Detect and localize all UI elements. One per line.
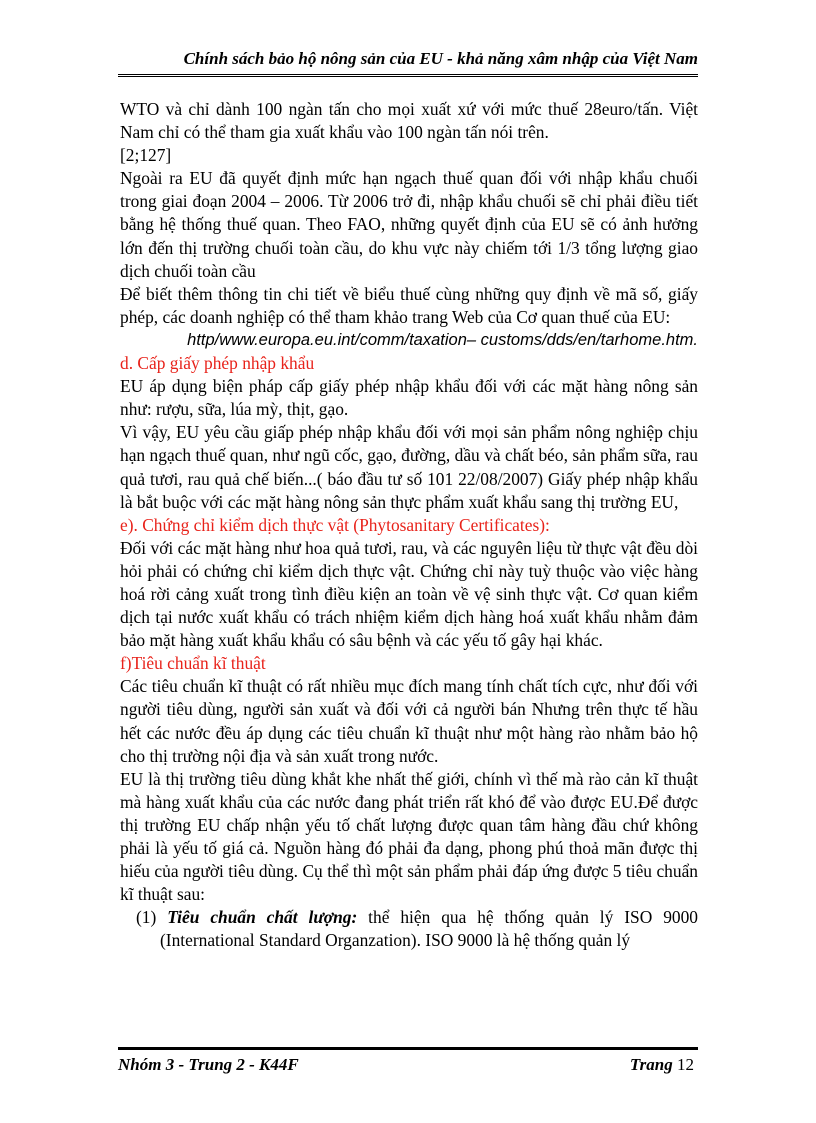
list-item-title: Tiêu chuẩn chất lượng: [167,907,358,928]
section-heading-e: e). Chứng chỉ kiểm dịch thực vật (Phytosanitary Certificates): [120,514,550,535]
list-item [120,906,698,952]
page-header [118,48,698,77]
list-item-text: thể hiện qua hệ thống quản lý ISO 9000 (International Standard Organzation). ISO 9000 là hệ thống quản lý [160,907,698,951]
page-label: Trang [629,1055,677,1074]
citation: [2;127] [120,145,172,166]
paragraph: WTO và chỉ dành 100 ngàn tấn cho mọi xuất xứ với mức thuế 28euro/tấn. Việt Nam chỉ có thể tham gia xuất khẩu vào 100 ngàn tấn nói trên. [120,99,698,143]
paragraph: EU áp dụng biện pháp cấp giấy phép nhập khẩu đối với các mặt hàng nông sản như: rượu, sữa, lúa mỳ, thịt, gạo. [120,376,698,420]
paragraph: Ngoài ra EU đã quyết định mức hạn ngạch thuế quan đối với nhập khẩu chuối trong giai đoạn 2004 – 2006. Từ 2006 trở đi, nhập khẩu chuối sẽ chỉ phải điều tiết bằng hệ thống thuế quan. Theo FAO, những quyết định của EU sẽ có ảnh hưởng lớn đến thị trường chuối toàn cầu, do khu vực này chiếm tới 1/3 tổng lượng giao dịch chuối toàn cầu [120,168,698,281]
page-number: 12 [677,1055,694,1074]
footer-page [630,1055,694,1075]
paragraph: Vì vậy, EU yêu cầu giấp phép nhập khẩu đối với mọi sản phẩm nông nghiệp chịu hạn ngạch thuế quan, như ngũ cốc, gạo, đường, dầu và chất béo, sản phẩm sữa, rau quả tươi, rau quả chế biến...( báo đầu tư số 101 22/08/2007) Giấy phép nhập khẩu là bắt buộc với các mặt hàng nông sản thực phẩm xuất khẩu sang thị trường EU, [120,422,698,512]
section-heading-f: f)Tiêu chuẩn kĩ thuật [120,653,266,674]
footer-group: Nhóm 3 - Trung 2 - K44F [118,1055,299,1074]
paragraph: Đối với các mặt hàng như hoa quả tươi, rau, và các nguyên liệu từ thực vật đều dòi hỏi phải có chứng chỉ kiểm dịch thực vật. Chứng chỉ này tuỳ thuộc vào việc hàng hoá rời cảng xuất trong tình điều kiện an toàn về vệ sinh thực vật. Cơ quan kiểm dịch tại nước xuất khẩu có trách nhiệm kiểm dịch hàng hoá xuất khẩu nhằm đảm bảo mặt hàng xuất khẩu khẩu có sâu bệnh và các yếu tố gây hại khác. [120,537,698,651]
header-title: Chính sách bảo hộ nông sản của EU - khả năng xâm nhập của Việt Nam [183,49,698,68]
page-footer [118,1047,698,1075]
page-content [120,98,698,952]
paragraph: Các tiêu chuẩn kĩ thuật có rất nhiều mục đích mang tính chất tích cực, như đối với người tiêu dùng, người sản xuất và đối với cả người bán Nhưng trên thực tế hầu hết các nước đều áp dụng các tiêu chuẩn kĩ thuật như một hàng rào nhằm bảo hộ cho thị trường nội địa và sản xuất trong nước. [120,676,698,766]
list-item-number: (1) [136,907,168,928]
section-heading-d: d. Cấp giấy phép nhập khẩu [120,353,315,374]
paragraph: EU là thị trường tiêu dùng khắt khe nhất thế giới, chính vì thế mà rào cản kĩ thuật mà hàng xuất khẩu của các nước đang phát triển rất khó để vào được EU.Để được thị trường EU chấp nhận yếu tố chất lượng được quan tâm hàng đầu chứ không phải là yếu tố giá cả. Nguồn hàng đó phải đa dạng, phong phú thoả mãn được thị hiếu của người tiêu dùng. Cụ thể thì một sản phẩm phải đáp ứng được 5 tiêu chuẩn kĩ thuật sau: [120,768,698,905]
reference-url: http/www.europa.eu.int/comm/taxation– customs/dds/en/tarhome.htm. [187,330,698,349]
paragraph: Để biết thêm thông tin chi tiết về biểu thuế cùng những quy định về mã số, giấy phép, các doanh nghiệp có thể tham khảo trang Web của Cơ quan thuế của EU: [120,283,698,327]
